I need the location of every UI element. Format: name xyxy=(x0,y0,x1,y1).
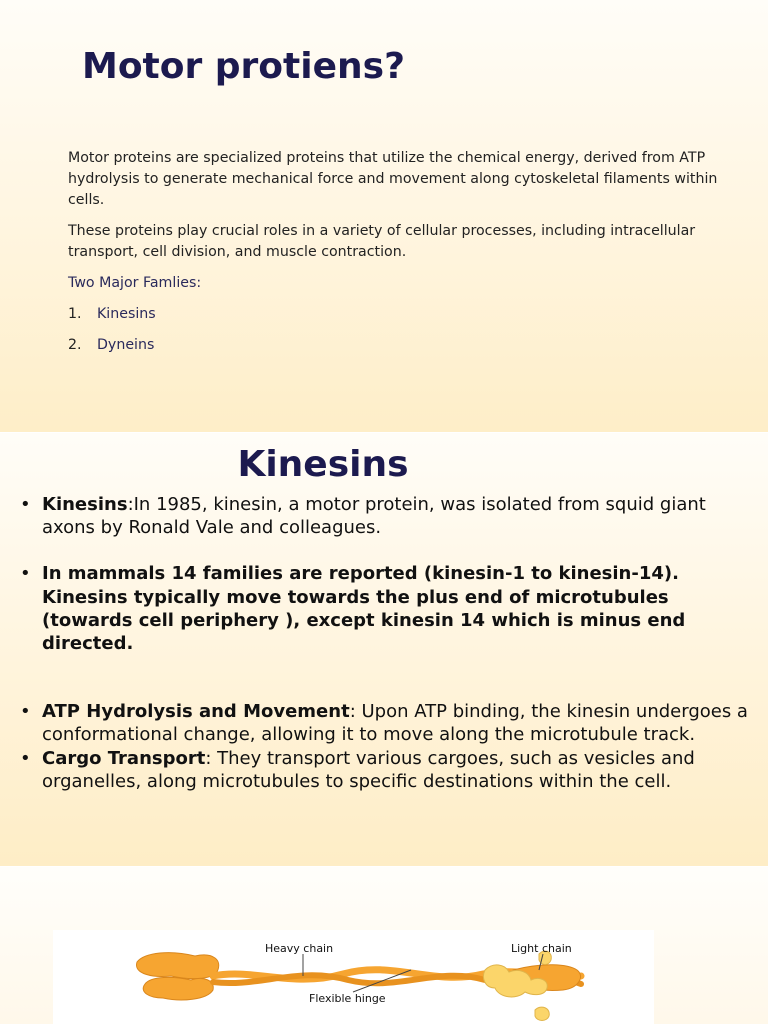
bullet-rest: : They transport various cargoes, such as vesicles and organelles, along microtubules to specific destinations within the cell. xyxy=(42,747,695,792)
bullet-item xyxy=(20,493,750,539)
light-chain-tip xyxy=(535,1007,549,1020)
light-chain-label: Light chain xyxy=(511,942,572,955)
list-item xyxy=(68,335,728,356)
slide-title: Motor protiens? xyxy=(82,46,405,87)
list-number: 2. xyxy=(68,337,82,353)
bullet-item xyxy=(20,747,750,793)
bullet-text xyxy=(42,493,750,539)
flexible-hinge-label: Flexible hinge xyxy=(309,992,386,1005)
slide-motor-proteins xyxy=(0,0,768,432)
slide-kinesins xyxy=(0,433,768,866)
bullet-item xyxy=(20,562,750,655)
kinesin-diagram-svg xyxy=(53,930,654,1024)
bullet-marker: • xyxy=(20,494,31,515)
family-name: Dyneins xyxy=(97,337,155,353)
slide-body xyxy=(68,148,728,366)
motor-head-bottom xyxy=(143,977,213,1000)
bullet-rest: :In 1985, kinesin, a motor protein, was isolated from squid giant axons by Ronald Vale and colleagues. xyxy=(42,494,706,539)
bullet-text xyxy=(42,747,750,793)
bullet-list xyxy=(20,493,750,793)
bullet-marker: • xyxy=(20,701,31,723)
paragraph-roles: These proteins play crucial roles in a variety of cellular processes, including intracellular transport, cell division, and muscle contraction. xyxy=(68,223,696,260)
slide-title: Kinesins xyxy=(237,444,409,485)
family-name: Kinesins xyxy=(97,306,156,322)
bullet-bold: ATP Hydrolysis and Movement xyxy=(42,701,350,723)
bullet-text xyxy=(42,700,750,746)
bullet-bold: Cargo Transport xyxy=(42,747,206,769)
families-label: Two Major Famlies: xyxy=(68,275,202,291)
paragraph-definition: Motor proteins are specialized proteins that utilize the chemical energy, derived from ATP hydrolysis to generate mechanical force and movement along cytoskeletal filaments within cells. xyxy=(68,150,718,208)
bullet-bold: In mammals 14 families are reported (kinesin-1 to kinesin-14). Kinesins typically move towards the plus end of microtubules (towards cell periphery ), except kinesin 14 which is minus end directed. xyxy=(42,563,686,655)
kinesin-structure-diagram xyxy=(53,930,654,1024)
heavy-chain-label: Heavy chain xyxy=(265,942,334,955)
bullet-marker: • xyxy=(20,747,31,769)
motor-head-top xyxy=(136,953,218,979)
bullet-rest: : Upon ATP binding, the kinesin undergoes a conformational change, allowing it to move along the microtubule track. xyxy=(42,701,748,746)
bullet-bold: Kinesins xyxy=(42,494,128,515)
bullet-text xyxy=(42,562,750,655)
bullet-marker: • xyxy=(20,563,31,585)
list-item xyxy=(68,304,728,325)
list-number: 1. xyxy=(68,306,82,322)
bullet-item xyxy=(20,700,750,746)
slide-kinesin-structure xyxy=(0,867,768,1024)
